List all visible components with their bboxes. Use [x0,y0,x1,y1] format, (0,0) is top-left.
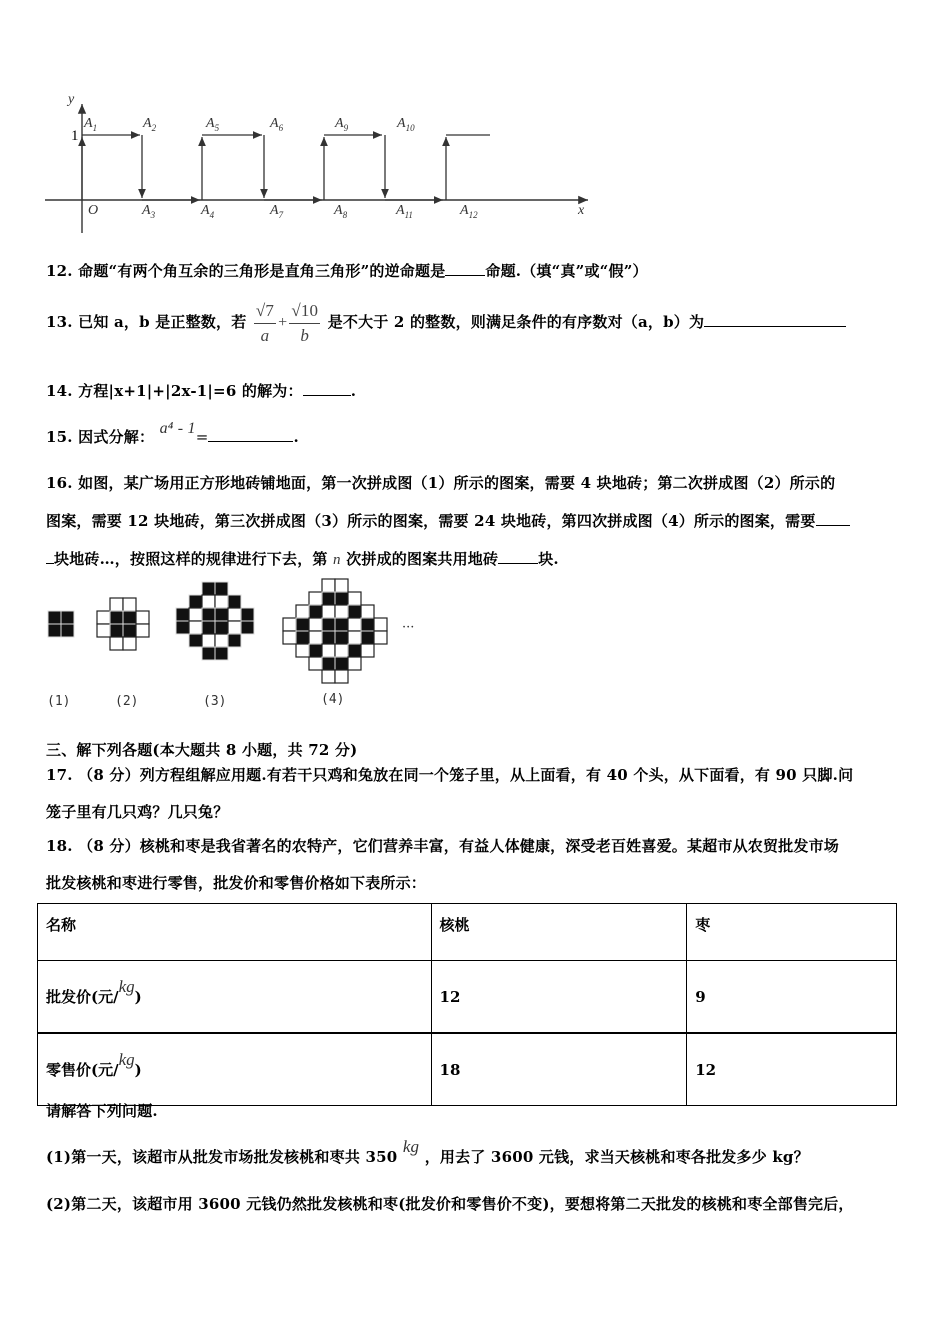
figure-caption-2: (2) [115,694,139,709]
point-label-a1: $A_1$ [84,116,98,133]
question-13 [46,296,846,349]
header-walnut: 核桃 [431,904,687,961]
figure-caption-3: (3) [203,694,227,709]
question-14 [46,380,356,401]
price-table [37,903,897,1106]
q15-expression: a⁴ - 1 [159,420,196,437]
q12-answer-blank[interactable] [445,260,485,276]
row-label-retail: 零售价(元/kg) [38,1033,432,1106]
question-15 [46,420,299,448]
variable-n: n [333,552,341,568]
table-row-retail [38,1033,897,1106]
axis-x-label: x [578,203,585,218]
axis-y-label: y [68,92,75,107]
q12-text-before: 命题“有两个角互余的三角形是直角三角形”的逆命题是 [78,262,446,280]
y-tick-label: 1 [71,128,79,144]
q13-text-before: 已知 a，b 是正整数，若 [78,313,247,331]
plus-sign: + [278,314,288,331]
q14-text-before: 方程|x+1|+|2x-1|=6 的解为： [78,382,303,400]
q16-answer-blank-1a[interactable] [816,510,850,526]
table-header-row [38,904,897,961]
question-18-line2: 批发核桃和枣进行零售，批发价和零售价格如下表所示： [46,874,427,892]
q15-answer-blank[interactable] [208,426,293,442]
q15-number: 15. [46,428,73,446]
tile-pattern-figures [40,575,430,695]
point-label-a8: $A_8$ [334,203,348,220]
cell-retail-walnut: 18 [431,1033,687,1106]
q18-subquestion-2: (2)第二天，该超市用 3600 元钱仍然批发核桃和枣(批发价和零售价不变)，要想将第二天批发的核桃和枣全部售完后， [46,1195,854,1213]
question-18-line1: 18. （8 分）核桃和枣是我省著名的农特产，它们营养丰富，有益人体健康，深受老百姓喜爱。某超市从农贸批发市场 [46,837,839,855]
question-17-line2: 笼子里有几只鸡？几只兔？ [46,803,229,821]
point-label-a6: $A_6$ [270,116,284,133]
q14-answer-blank[interactable] [303,380,351,396]
ellipsis: ··· [402,620,415,635]
q18-subquestion-1: (1)第一天，该超市从批发市场批发核桃和枣共 350 kg ，用去了 3600 元钱，求当天核桃和枣各批发多少 kg？ [46,1137,809,1166]
table-row-wholesale [38,961,897,1034]
figure-caption-4: (4) [321,692,345,707]
q15-text-before: 因式分解： [78,428,155,446]
question-12 [46,260,648,281]
question-16-line2: 图案，需要 12 块地砖，第三次拼成图（3）所示的图案，需要 24 块地砖，第四次拼成图（4）所示的图案，需要 [46,510,850,531]
question-16-line3: 块地砖…，按照这样的规律进行下去，第 n 次拼成的图案共用地砖 块. [46,548,559,570]
point-label-a3: $A_3$ [142,203,156,220]
row-label-wholesale: 批发价(元/kg) [38,961,432,1034]
q18-prompt: 请解答下列问题. [46,1102,158,1120]
fraction-sqrt10-over-b: $\frac{√10}{b}$ [291,300,319,345]
point-label-a7: $A_7$ [270,203,284,220]
header-jujube: 枣 [687,904,897,961]
q14-number: 14. [46,382,73,400]
point-label-a5: $A_5$ [206,116,220,133]
q14-text-after: . [350,382,357,400]
point-label-a11: $A_{11}$ [396,203,413,220]
cell-wholesale-jujube: 9 [687,961,897,1034]
q13-text-after: 是不大于 2 的整数，则满足条件的有序数对（a，b）为 [327,313,705,331]
step-path-graph [40,90,600,240]
q13-number: 13. [46,313,73,331]
point-label-a4: $A_4$ [201,203,215,220]
section-3-heading: 三、解下列各题(本大题共 8 小题，共 72 分) [46,741,358,759]
point-label-a9: $A_9$ [335,116,349,133]
question-16-line1: 16. 如图，某广场用正方形地砖铺地面，第一次拼成图（1）所示的图案，需要 4 块地砖；第二次拼成图（2）所示的 [46,474,836,492]
q15-text-after: . [293,428,299,446]
q16-answer-blank-1b[interactable] [46,548,54,564]
question-17-line1: 17. （8 分）列方程组解应用题.有若干只鸡和兔放在同一个笼子里，从上面看，有 40 个头，从下面看，有 90 只脚.问 [46,766,854,784]
q12-number: 12. [46,262,73,280]
q15-equals: = [195,428,209,446]
header-name: 名称 [38,904,432,961]
fraction-sqrt7-over-a: $\frac{√7}{a}$ [255,300,275,345]
cell-retail-jujube: 12 [687,1033,897,1106]
q16-answer-blank-2[interactable] [498,548,538,564]
cell-wholesale-walnut: 12 [431,961,687,1034]
q12-text-after: 命题.（填“真”或“假”） [485,262,648,280]
origin-label: O [88,203,99,218]
point-label-a10: $A_{10}$ [397,116,415,133]
figure-caption-1: (1) [47,694,71,709]
point-label-a2: $A_2$ [143,116,157,133]
q13-answer-blank[interactable] [704,311,846,327]
point-label-a12: $A_{12}$ [460,203,478,220]
